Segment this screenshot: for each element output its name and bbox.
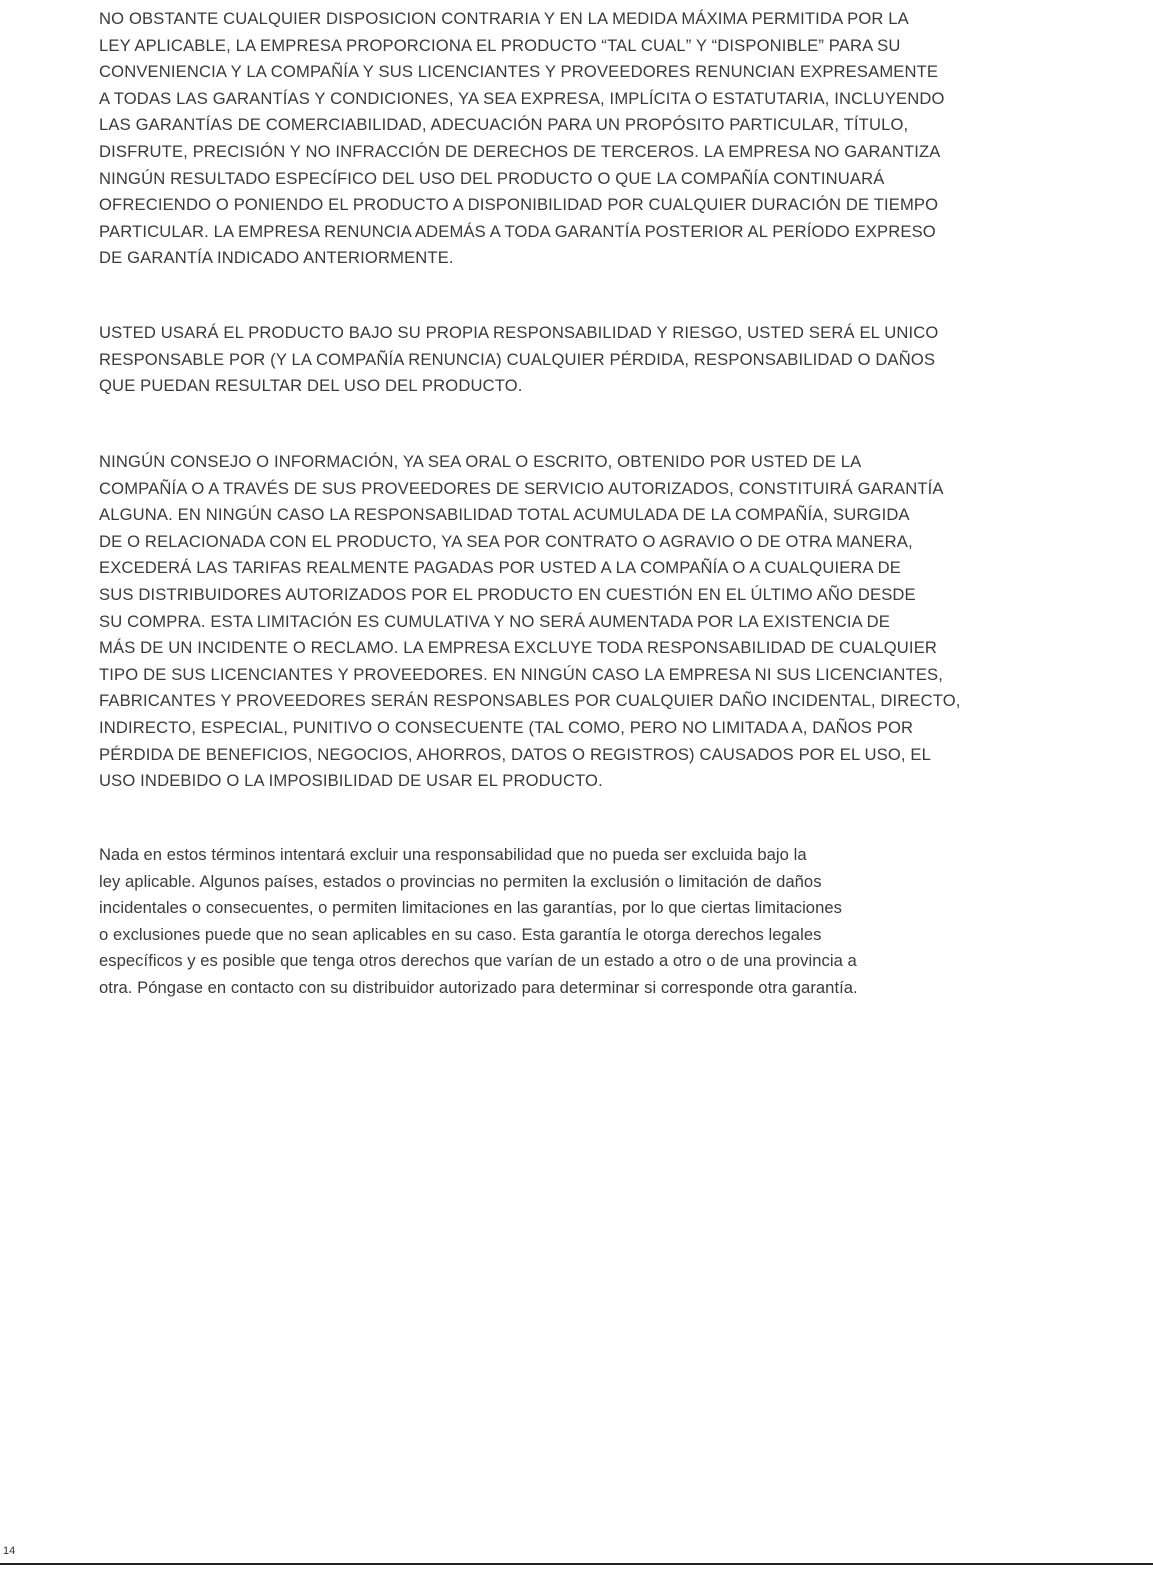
text-line: INDIRECTO, ESPECIAL, PUNITIVO O CONSECUENTE (TAL COMO, PERO NO LIMITADA A, DAÑOS POR [99,717,914,737]
text-line: RESPONSABLE POR (Y LA COMPAÑÍA RENUNCIA) CUALQUIER PÉRDIDA, RESPONSABILIDAD O DAÑOS [99,349,936,369]
text-line: DE GARANTÍA INDICADO ANTERIORMENTE. [99,248,454,268]
disclaimer-paragraph-warranties [99,6,945,272]
text-line: DISFRUTE, PRECISIÓN Y NO INFRACCIÓN DE DERECHOS DE TERCEROS. LA EMPRESA NO GARANTIZA [99,141,941,161]
text-line: Nada en estos términos intentará excluir una responsabilidad que no pueda ser excluida bajo la [99,845,807,864]
page-number: 14 [3,1545,16,1557]
text-line: o exclusiones puede que no sean aplicables en su caso. Esta garantía le otorga derechos legales [99,924,822,944]
text-line: CONVENIENCIA Y LA COMPAÑÍA Y SUS LICENCIANTES Y PROVEEDORES RENUNCIAN EXPRESAMENTE [99,62,939,82]
text-line: ALGUNA. EN NINGÚN CASO LA RESPONSABILIDAD TOTAL ACUMULADA DE LA COMPAÑÍA, SURGIDA [99,505,910,525]
text-line: SU COMPRA. ESTA LIMITACIÓN ES CUMULATIVA Y NO SERÁ AUMENTADA POR LA EXISTENCIA DE [99,611,891,631]
text-line: QUE PUEDAN RESULTAR DEL USO DEL PRODUCTO. [99,376,523,396]
text-line: otra. Póngase en contacto con su distribuidor autorizado para determinar si corresponde otra garantía. [99,977,858,997]
text-line: USTED USARÁ EL PRODUCTO BAJO SU PROPIA RESPONSABILIDAD Y RIESGO, USTED SERÁ EL UNICO [99,323,939,342]
text-line: MÁS DE UN INCIDENTE O RECLAMO. LA EMPRESA EXCLUYE TODA RESPONSABILIDAD DE CUALQUIER [99,638,938,658]
text-line: ley aplicable. Algunos países, estados o provincias no permiten la exclusión o limitación de daños [99,871,822,891]
disclaimer-paragraph-liability [99,449,961,795]
text-line: PARTICULAR. LA EMPRESA RENUNCIA ADEMÁS A TODA GARANTÍA POSTERIOR AL PERÍODO EXPRESO [99,221,936,241]
text-line: SUS DISTRIBUIDORES AUTORIZADOS POR EL PRODUCTO EN CUESTIÓN EN EL ÚLTIMO AÑO DESDE [99,584,916,604]
text-line: NINGÚN RESULTADO ESPECÍFICO DEL USO DEL PRODUCTO O QUE LA COMPAÑÍA CONTINUARÁ [99,168,885,188]
text-line: USO INDEBIDO O LA IMPOSIBILIDAD DE USAR EL PRODUCTO. [99,771,603,791]
text-line: OFRECIENDO O PONIENDO EL PRODUCTO A DISPONIBILIDAD POR CUALQUIER DURACIÓN DE TIEMPO [99,195,939,215]
text-line: incidentales o consecuentes, o permiten limitaciones en las garantías, por lo que ciertas limitaciones [99,898,842,918]
text-line: NINGÚN CONSEJO O INFORMACIÓN, YA SEA ORAL O ESCRITO, OBTENIDO POR USTED DE LA [99,452,862,471]
disclaimer-paragraph-risk [99,320,938,400]
text-line: COMPAÑÍA O A TRAVÉS DE SUS PROVEEDORES DE SERVICIO AUTORIZADOS, CONSTITUIRÁ GARANTÍA [99,478,944,498]
text-line: NO OBSTANTE CUALQUIER DISPOSICION CONTRARIA Y EN LA MEDIDA MÁXIMA PERMITIDA POR LA [99,9,909,28]
text-line: A TODAS LAS GARANTÍAS Y CONDICIONES, YA SEA EXPRESA, IMPLÍCITA O ESTATUTARIA, INCLUYENDO [99,88,945,108]
footer-divider [0,1563,1153,1565]
text-line: PÉRDIDA DE BENEFICIOS, NEGOCIOS, AHORROS, DATOS O REGISTROS) CAUSADOS POR EL USO, EL [99,744,932,764]
text-line: EXCEDERÁ LAS TARIFAS REALMENTE PAGADAS POR USTED A LA COMPAÑÍA O A CUALQUIERA DE [99,558,901,578]
text-line: TIPO DE SUS LICENCIANTES Y PROVEEDORES. EN NINGÚN CASO LA EMPRESA NI SUS LICENCIANTES, [99,664,944,684]
text-line: específicos y es posible que tenga otros derechos que varían de un estado a otro o de una provincia a [99,951,857,971]
disclaimer-paragraph-jurisdiction [99,842,858,1002]
text-line: LAS GARANTÍAS DE COMERCIABILIDAD, ADECUACIÓN PARA UN PROPÓSITO PARTICULAR, TÍTULO, [99,115,909,135]
text-line: FABRICANTES Y PROVEEDORES SERÁN RESPONSABLES POR CUALQUIER DAÑO INCIDENTAL, DIRECTO, [99,691,961,711]
text-line: LEY APLICABLE, LA EMPRESA PROPORCIONA EL PRODUCTO “TAL CUAL” Y “DISPONIBLE” PARA SU [99,35,901,55]
text-line: DE O RELACIONADA CON EL PRODUCTO, YA SEA POR CONTRATO O AGRAVIO O DE OTRA MANERA, [99,531,913,551]
